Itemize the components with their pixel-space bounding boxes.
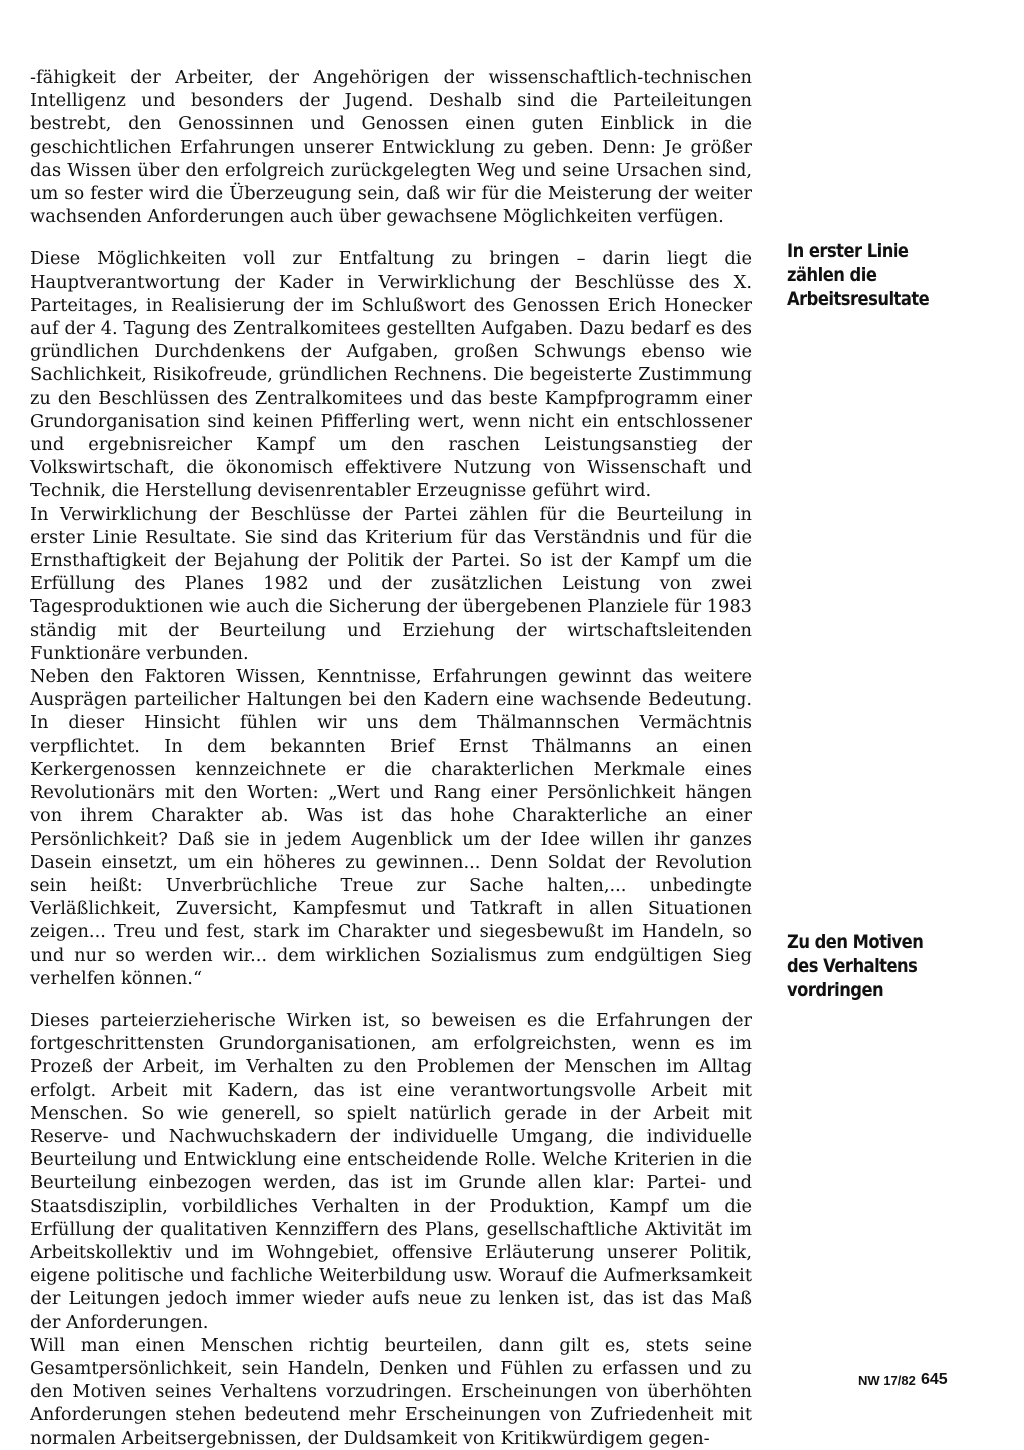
page-number: 645 <box>921 1371 948 1388</box>
paragraph-gap <box>30 990 752 1009</box>
paragraph: Diese Möglichkeiten voll zur Entfaltung zu bringen – darin liegt die Hauptverantwortung der Kader in Verwirklichung der Beschlüsse des X. Parteitages, in Realisierung der im Schlußwort des Genossen Erich Honecker auf der 4. Tagung des Zentralkomitees gestellten Aufgaben. Dazu bedarf es des gründlichen Durchdenkens der Aufgaben, großen Schwungs ebenso wie Sachlichkeit, Risikofreude, gründlichen Rechnens. Die begeisterte Zustimmung zu den Beschlüssen des Zentralkomitees und das beste Kampfprogramm einer Grundorganisation sind keinen Pfifferling wert, wenn nicht ein entschlossener und ergebnisreicher Kampf um den raschen Leistungsanstieg der Volkswirtschaft, die ökonomisch effektivere Nutzung von Wissenschaft und Technik, die Herstellung devisenrentabler Erzeugnisse geführt wird. <box>30 248 752 502</box>
paragraph: Dieses parteierzieherische Wirken ist, so beweisen es die Erfahrungen der fortgeschrittensten Grundorganisationen, am erfolgreichsten, wenn es im Prozeß der Arbeit, im Verhalten zu den Problemen der Menschen im Alltag erfolgt. Arbeit mit Kadern, das ist eine verantwortungsvolle Arbeit mit Menschen. So wie generell, so spielt natürlich gerade in der Arbeit mit Reserve- und Nachwuchskadern der individuelle Umgang, die individuelle Beurteilung und Entwicklung eine entscheidende Rolle. Welche Kriterien in die Beurteilung einbezogen werden, das ist im Grunde allen klar: Partei- und Staatsdisziplin, vorbildliches Verhalten in der Produktion, Kampf um die Erfüllung der qualitativen Kennziffern des Plans, gesellschaftliche Aktivität im Arbeitskollektiv und im Wohngebiet, offensive Erläuterung unserer Politik, eigene politische und fachliche Weiterbildung usw. Worauf die Aufmerksamkeit der Leitungen jedoch immer wieder aufs neue zu lenken ist, das ist das Maß der Anforderungen. <box>30 1009 752 1333</box>
side-heading-line: vordringen <box>787 979 884 1001</box>
side-heading <box>787 239 976 311</box>
paragraph-gap <box>30 228 752 247</box>
side-heading-line: Arbeitsresultate <box>787 288 930 310</box>
paragraph: Will man einen Menschen richtig beurteilen, dann gilt es, stets seine Gesamtpersönlichkeit, sein Handeln, Denken und Fühlen zu erfassen und zu den Motiven seines Verhaltens vorzudringen. Erscheinungen von überhöhten Anforderungen stehen bedeutend mehr Erscheinungen von Zufriedenheit mit normalen Arbeitsergebnissen, der Duldsamkeit von Kritikwürdigem gegen- <box>30 1334 752 1449</box>
side-heading-line: zählen die <box>787 264 877 286</box>
side-heading <box>787 930 976 1002</box>
paragraph: In Verwirklichung der Beschlüsse der Partei zählen für die Beurteilung in erster Linie Resultate. Sie sind das Kriterium für das Verständnis und für die Ernsthaftigkeit der Bejahung der Politik der Partei. So ist der Kampf um die Erfüllung des Planes 1982 und der zusätzlichen Leistung von zwei Tagesproduktionen wie auch die Sicherung der übergebenen Planziele für 1983 ständig mit der Beurteilung und Erziehung der wirtschaftsleitenden Funktionäre verbunden. <box>30 503 752 664</box>
side-heading-line: Zu den Motiven <box>787 931 924 953</box>
issue-label: NW 17/82 <box>858 1373 916 1388</box>
side-heading-line: In erster Linie <box>787 240 909 262</box>
main-text-column <box>30 66 752 1450</box>
paragraph: -fähigkeit der Arbeiter, der Angehörigen der wissenschaftlich-technischen Intelligenz und besonders der Jugend. Deshalb sind die Parteileitungen bestrebt, den Genossinnen und Genossen einen guten Einblick in die geschichtlichen Erfahrungen unserer Entwicklung zu geben. Denn: Je größer das Wissen über den erfolgreich zurückgelegten Weg und seine Ursachen sind, um so fester wird die Überzeugung sein, daß wir für die Meisterung der weiter wachsenden Anforderungen auch über gewachsene Möglichkeiten verfügen. <box>30 67 752 228</box>
side-heading-line: des Verhaltens <box>787 955 918 977</box>
paragraph: Neben den Faktoren Wissen, Kenntnisse, Erfahrungen gewinnt das weitere Ausprägen parteilicher Haltungen bei den Kadern eine wachsende Bedeutung. In dieser Hinsicht fühlen wir uns dem Thälmannschen Vermächtnis verpflichtet. In dem bekannten Brief Ernst Thälmanns an einen Kerkergenossen kennzeichnete er die charakterlichen Merkmale eines Revolutionärs mit den Worten: „Wert und Rang einer Persönlichkeit hängen von ihrem Charakter ab. Was ist das hohe Charakterliche an einer Persönlichkeit? Daß sie in jedem Augenblick um der Idee willen ihr ganzes Dasein einsetzt, um ein höheres zu gewinnen... Denn Soldat der Revolution sein heißt: Unverbrüchliche Treue zur Sache halten,... unbedingte Verläßlichkeit, Zuversicht, Kampfesmut und Tatkraft in allen Situationen zeigen... Treu und fest, stark im Charakter und siegesbewußt im Handeln, so und nur so werden wir... dem wirklichen Sozialismus zum endgültigen Sieg verhelfen können.“ <box>30 666 752 989</box>
